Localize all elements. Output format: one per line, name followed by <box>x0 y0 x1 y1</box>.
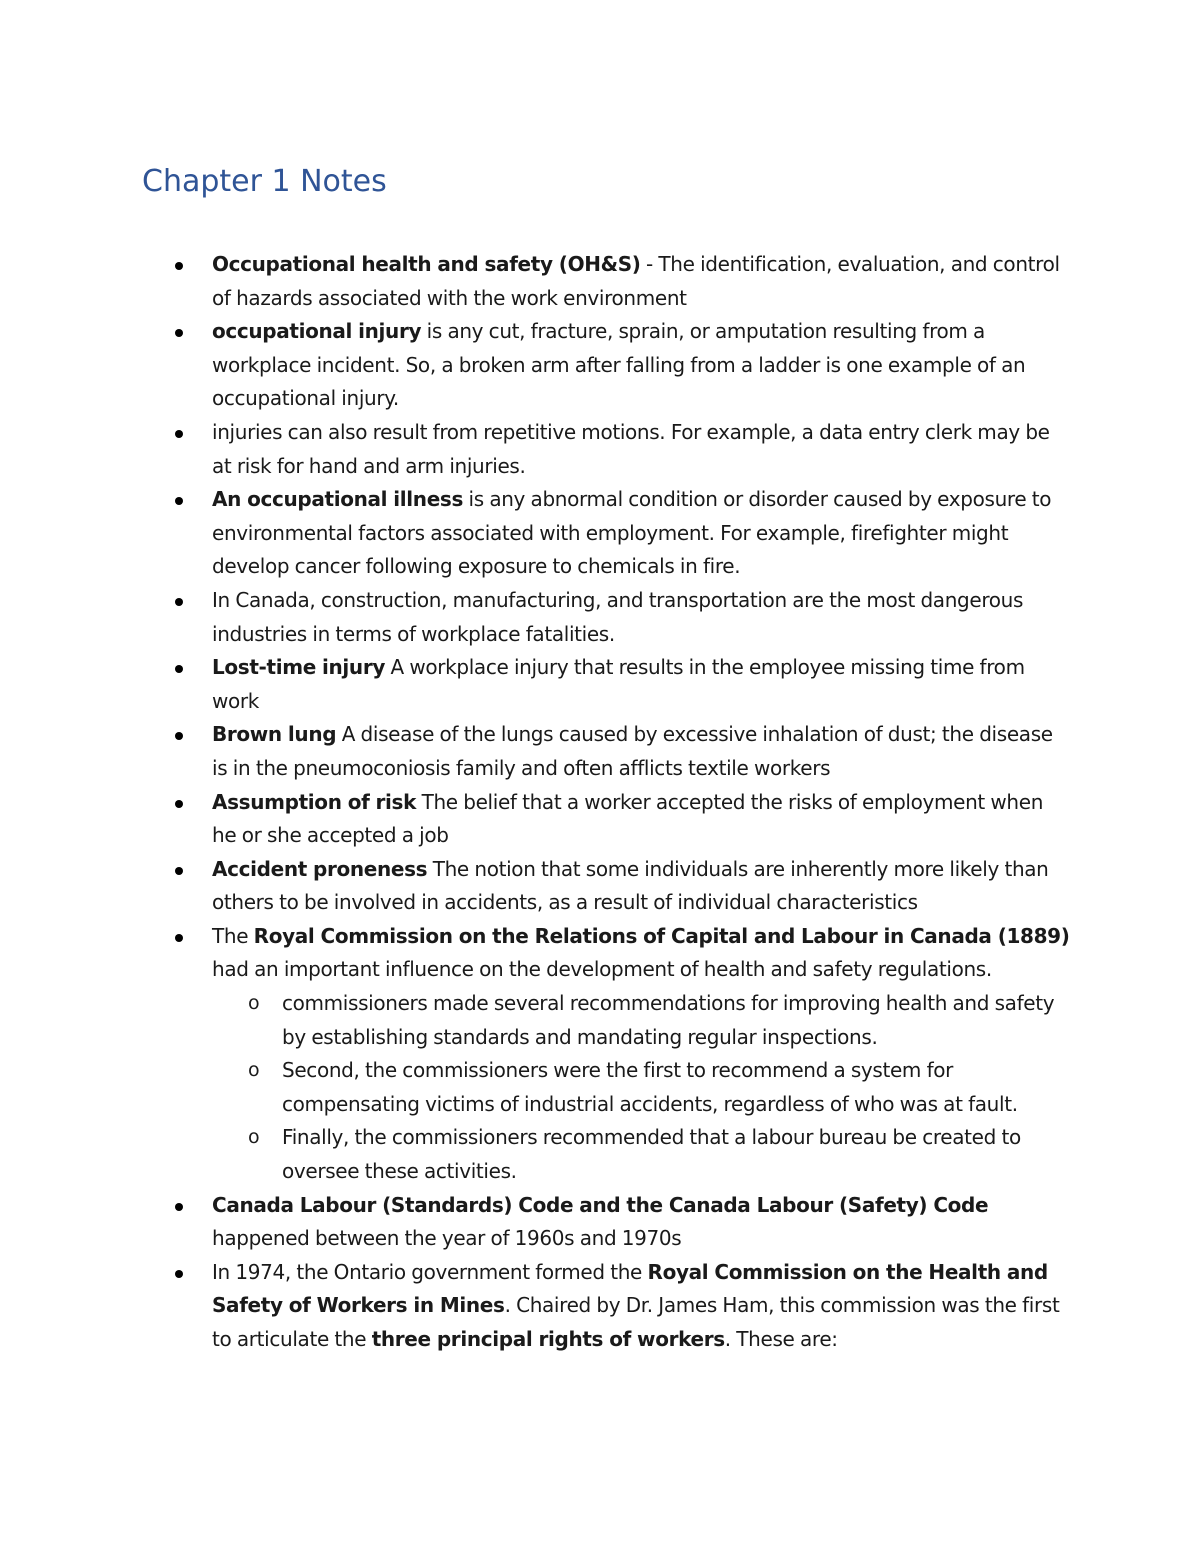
bullet-icon <box>175 867 183 875</box>
list-item <box>142 651 1072 718</box>
sub-item-text: Finally, the commissioners recommended that a labour bureau be created to oversee these activities. <box>282 1125 1021 1184</box>
term: Canada Labour (Standards) Code and the Canada Labour (Safety) Code <box>212 1192 989 1217</box>
sub-list-item <box>212 1121 1072 1188</box>
bullet-icon <box>175 1270 183 1278</box>
sub-list-item <box>212 1054 1072 1121</box>
list-item <box>142 248 1072 315</box>
list-item <box>142 584 1072 651</box>
term: Royal Commission on the Health and Safety of Workers in Mines <box>212 1259 1048 1318</box>
bullet-icon <box>175 934 183 942</box>
bullet-icon <box>175 1203 183 1211</box>
term: occupational injury <box>212 319 422 344</box>
definition: The notion that some individuals are inherently more likely than others to be involved in accidents, as a result of individual characteristics <box>212 856 1049 915</box>
definition: A workplace injury that results in the employee missing time from work <box>212 655 1025 713</box>
list-item <box>142 920 1072 1189</box>
term: An occupational illness <box>212 487 464 512</box>
bullet-icon <box>175 800 183 808</box>
page-title: Chapter 1 Notes <box>142 164 387 199</box>
term: Lost-time injury <box>212 655 386 680</box>
list-item <box>142 483 1072 584</box>
term: Accident proneness <box>212 856 428 881</box>
circle-bullet-icon: o <box>248 992 260 1015</box>
list-item <box>142 416 1072 483</box>
circle-bullet-icon: o <box>248 1126 260 1149</box>
definition: The belief that a worker accepted the risks of employment when he or she accepted a job <box>212 789 1044 848</box>
prefix: The <box>212 923 254 948</box>
term: Brown lung <box>212 722 337 747</box>
bullet-icon <box>175 732 183 740</box>
sub-item-text: Second, the commissioners were the first to recommend a system for compensating victims of industrial accidents, regardless of who was at fault. <box>282 1058 1018 1116</box>
sub-list-item <box>212 987 1072 1054</box>
term: Assumption of risk <box>212 789 417 814</box>
definition: is any cut, fracture, sprain, or amputation resulting from a workplace incident. So, a broken arm after falling from a ladder is one example of an occupational injury. <box>212 319 1026 411</box>
circle-bullet-icon: o <box>248 1059 260 1082</box>
middle-text: . Chaired by Dr. James Ham, this commission was the first to articulate the <box>212 1293 1060 1351</box>
definition: is any abnormal condition or disorder caused by exposure to environmental factors associated with employment. For example, firefighter might develop cancer following exposure to chemicals in fire. <box>212 487 1052 579</box>
list-item <box>142 853 1072 920</box>
definition: had an important influence on the development of health and safety regulations. <box>212 957 992 982</box>
list-item <box>142 718 1072 785</box>
prefix: In 1974, the Ontario government formed the <box>212 1259 648 1284</box>
term: Royal Commission on the Relations of Capital and Labour in Canada (1889) <box>253 923 1070 948</box>
definition: In Canada, construction, manufacturing, and transportation are the most dangerous industries in terms of workplace fatalities. <box>212 587 1024 646</box>
definition: injuries can also result from repetitive motions. For example, a data entry clerk may be at risk for hand and arm injuries. <box>212 419 1050 478</box>
bullet-icon <box>175 430 183 438</box>
bullet-icon <box>175 329 183 337</box>
bullet-icon <box>175 598 183 606</box>
list-item <box>142 1189 1072 1256</box>
bullet-icon <box>175 665 183 673</box>
notes-list <box>142 248 1072 1357</box>
term: three principal rights of workers <box>371 1327 725 1351</box>
definition: A disease of the lungs caused by excessive inhalation of dust; the disease is in the pneumoconiosis family and often afflicts textile workers <box>212 722 1053 780</box>
bullet-icon <box>175 497 183 505</box>
list-item <box>142 1256 1072 1357</box>
list-item <box>142 315 1072 416</box>
definition: happened between the year of 1960s and 1970s <box>212 1226 682 1251</box>
sub-item-text: commissioners made several recommendations for improving health and safety by establishing standards and mandating regular inspections. <box>282 991 1055 1049</box>
list-item <box>142 786 1072 853</box>
sub-list <box>212 987 1072 1189</box>
definition: . These are: <box>724 1327 838 1351</box>
term: Occupational health and safety (OH&S) <box>212 252 641 276</box>
bullet-icon <box>175 262 183 270</box>
definition: - The identification, evaluation, and control of hazards associated with the work environment <box>212 252 1060 310</box>
